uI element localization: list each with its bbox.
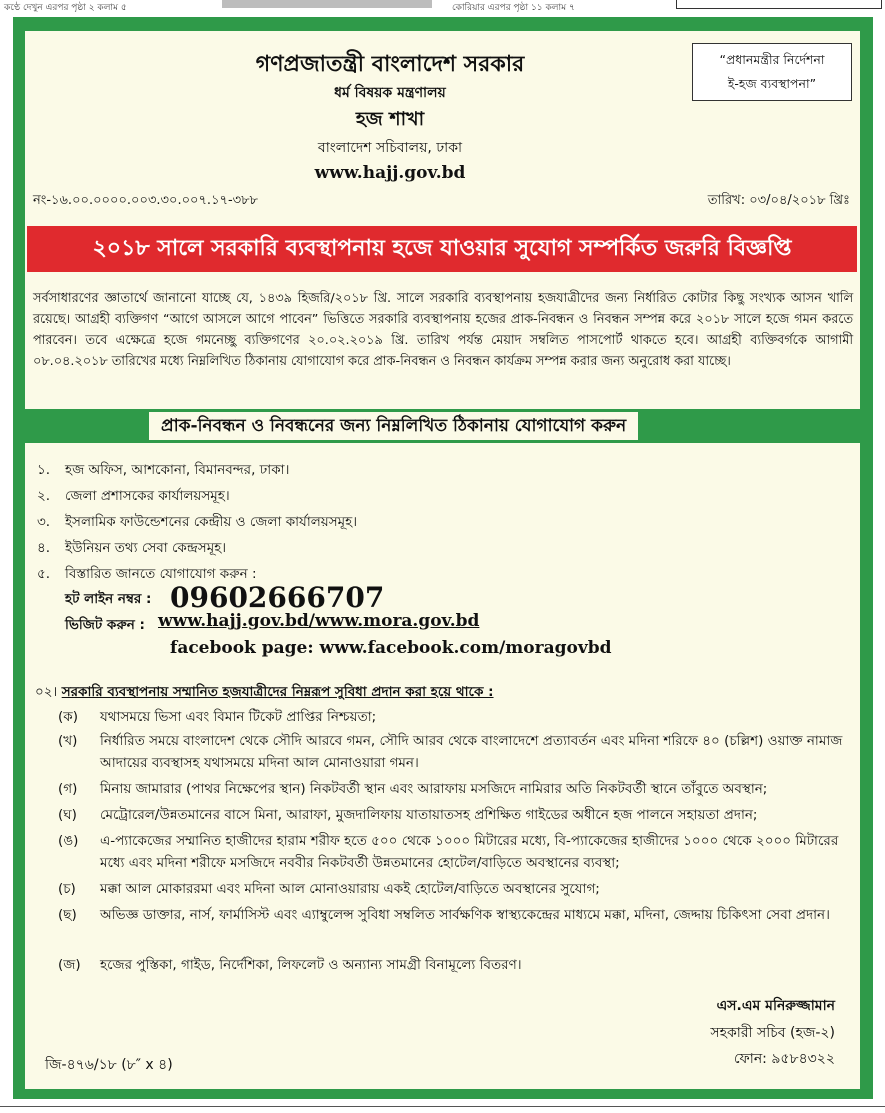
top-strip-photo bbox=[222, 0, 432, 8]
slogan-box bbox=[692, 43, 852, 101]
benefit-item: (চ) মক্কা আল মোকাররমা এবং মদিনা আল মোনাওয়ারায় একই হোটেল/বাড়িতে অবস্থানের সুযোগ; bbox=[58, 881, 600, 897]
benefit-item: (ক) যথাসময়ে ভিসা এবং বিমান টিকেট প্রাপ্তির নিশ্চয়তা; bbox=[58, 709, 377, 725]
benefit-item: (জ) হজের পুস্তিকা, গাইড, নির্দেশিকা, লিফলেট ও অন্যান্য সামগ্রী বিনামূল্যে বিতরণ। bbox=[58, 957, 522, 973]
address: বাংলাদেশ সচিবালয়, ঢাকা bbox=[317, 140, 463, 156]
benefit-item: (ঙ) এ-প্যাকেজের সম্মানিত হাজীদের হারাম শরীফ হতে ৫০০ থেকে ১০০০ মিটারের মধ্যে, বি-প্যাকেজের হাজীদের ১০০০ থেকে ২০০০ মিটারের মধ্যে এবং মদিনা শরীফে মসজিদে নববীর নিকটবর্তী উন্নতমানের হোটেল/বাড়িতে অবস্থানের ব্যবস্থা; bbox=[58, 833, 839, 871]
hotline-label: হট লাইন নম্বর : bbox=[65, 591, 152, 607]
list-item: ৩. ইসলামিক ফাউন্ডেশনের কেন্দ্রীয় ও জেলা কার্যালয়সমূহ। bbox=[37, 514, 358, 530]
benefit-item: (ঘ) মেট্রোরেল/উন্নতমানের বাসে মিনা, আরাফা, মুজদালিফায় যাতায়াতসহ প্রশিক্ষিত গাইডের অধীনে হজ পালনে সহায়তা প্রদান; bbox=[58, 807, 758, 823]
website-header[interactable]: www.hajj.gov.bd bbox=[314, 163, 466, 183]
branch-name: হজ শাখা bbox=[355, 108, 425, 130]
top-strip-box bbox=[676, 0, 882, 9]
list-item: ২. জেলা প্রশাসকের কার্যালয়সমূহ। bbox=[37, 488, 230, 504]
facebook-page[interactable]: facebook page: www.facebook.com/moragovbd bbox=[170, 638, 612, 658]
bottom-rule bbox=[0, 1106, 885, 1107]
slogan-line-2: ই-হজ ব্যবস্থাপনা” bbox=[727, 76, 817, 91]
hotline-number[interactable]: 09602666707 bbox=[170, 581, 385, 614]
benefit-item: (খ) নির্ধারিত সময়ে বাংলাদেশ থেকে সৌদি আরবে গমন, সৌদি আরব থেকে বাংলাদেশে প্রত্যাবর্তন এবং মদিনা শরিফে ৪০ (চল্লিশ) ওয়াক্ত নামাজ আদায়ের ব্যবস্থাসহ যথাসময়ে মদিনা আল মোনাওয়ারা গমন। bbox=[58, 733, 843, 771]
notice-date: তারিখ: ০৩/০৪/২০১৮ খ্রিঃ bbox=[707, 193, 850, 208]
list-item: ৪. ইউনিয়ন তথ্য সেবা কেন্দ্রসমূহ। bbox=[37, 540, 227, 556]
section-2-heading: ০২। সরকারি ব্যবস্থাপনায় সম্মানিত হজযাত্রীদের নিম্নরূপ সুবিধা প্রদান করা হয়ে থাকে : bbox=[35, 684, 494, 700]
visit-label: ভিজিট করুন : bbox=[65, 617, 145, 633]
memo-number: নং-১৬.০০.০০০০.০০৩.৩০.০০৭.১৭-৩৮৮ bbox=[33, 193, 258, 208]
list-item: ৫. বিস্তারিত জানতে যোগাযোগ করুন : bbox=[37, 566, 257, 582]
benefit-item: (ছ) অভিজ্ঞ ডাক্তার, নার্স, ফার্মাসিস্ট এবং এ্যাম্বুলেন্স সুবিধা সম্বলিত সার্বক্ষণিক স্বাস্থ্যকেন্দ্রের মাধ্যমে মক্কা, মদিনা, জেদ্দায় চিকিৎসা সেবা প্রদান। bbox=[58, 907, 830, 923]
benefit-item: (গ) মিনায় জামারার (পাথর নিক্ষেপের স্থান) নিকটবর্তী স্থান এবং আরাফায় মসজিদে নামিরার অতি নিকটবর্তী স্থানে তাঁবুতে অবস্থান; bbox=[58, 781, 768, 797]
intro-paragraph: সর্বসাধারণের জ্ঞাতার্থে জানানো যাচ্ছে যে, ১৪৩৯ হিজরি/২০১৮ খ্রি. সালে সরকারি ব্যবস্থাপনায় হজযাত্রীদের জন্য নির্ধারিত কোটার কিছু সংখ্যক আসন খালি রয়েছে। আগ্রহী ব্যক্তিগণ “আগে আসলে আগে পাবেন” ভিত্তিতে সরকারি ব্যবস্থাপনায় হজের প্রাক-নিবন্ধন ও নিবন্ধন সম্পন্ন করে ২০১৮ সালে হজে গমন করতে পারবেন। তবে এক্ষেত্রে হজে গমনেচ্ছু ব্যক্তিগণের ২০.০২.২০১৯ খ্রি. তারিখ পর্যন্ত মেয়াদ সম্বলিত পাসপোর্ট থাকতে হবে। আগ্রহী ব্যক্তিবর্গকে আগামী ০৮.০৪.২০১৮ তারিখের মধ্যে নিম্নলিখিত ঠিকানায় যোগাযোগ করে প্রাক-নিবন্ধন ও নিবন্ধন কার্যক্রম সম্পন্ন করার জন্য অনুরোধ করা যাচ্ছে। bbox=[33, 291, 853, 369]
top-strip bbox=[0, 0, 885, 12]
signatory-designation: সহকারী সচিব (হজ-২) bbox=[710, 1025, 835, 1041]
top-strip-left-text: কণ্ঠে দেখুন এরপর পৃষ্ঠা ২ কলাম ৫ bbox=[4, 3, 127, 12]
contact-heading: প্রাক-নিবন্ধন ও নিবন্ধনের জন্য নিম্নলিখিত ঠিকানায় যোগাযোগ করুন bbox=[149, 412, 638, 440]
gd-code: জি-৪৭৬/১৮ (৮″ x ৪) bbox=[45, 1057, 173, 1073]
notice-title-banner: ২০১৮ সালে সরকারি ব্যবস্থাপনায় হজে যাওয়ার সুযোগ সম্পর্কিত জরুরি বিজ্ঞপ্তি bbox=[27, 226, 857, 272]
notice-body bbox=[25, 31, 860, 1089]
slogan-line-1: “প্রধানমন্ত্রীর নির্দেশনা bbox=[719, 52, 825, 67]
top-strip-right-text: কোরিয়ার এরপর পৃষ্ঠা ১১ কলাম ৭ bbox=[452, 3, 575, 12]
signatory-name: এস.এম মনিরুজ্জামান bbox=[716, 998, 835, 1014]
ministry-name: ধর্ম বিষয়ক মন্ত্রণালয় bbox=[334, 85, 446, 101]
signatory-phone: ফোন: ৯৫৮৪৩২২ bbox=[733, 1051, 835, 1067]
visit-links[interactable]: www.hajj.gov.bd/www.mora.gov.bd bbox=[158, 611, 480, 631]
government-title: গণপ্রজাতন্ত্রী বাংলাদেশ সরকার bbox=[255, 52, 525, 77]
list-item: ১. হজ অফিস, আশকোনা, বিমানবন্দর, ঢাকা। bbox=[37, 462, 290, 478]
